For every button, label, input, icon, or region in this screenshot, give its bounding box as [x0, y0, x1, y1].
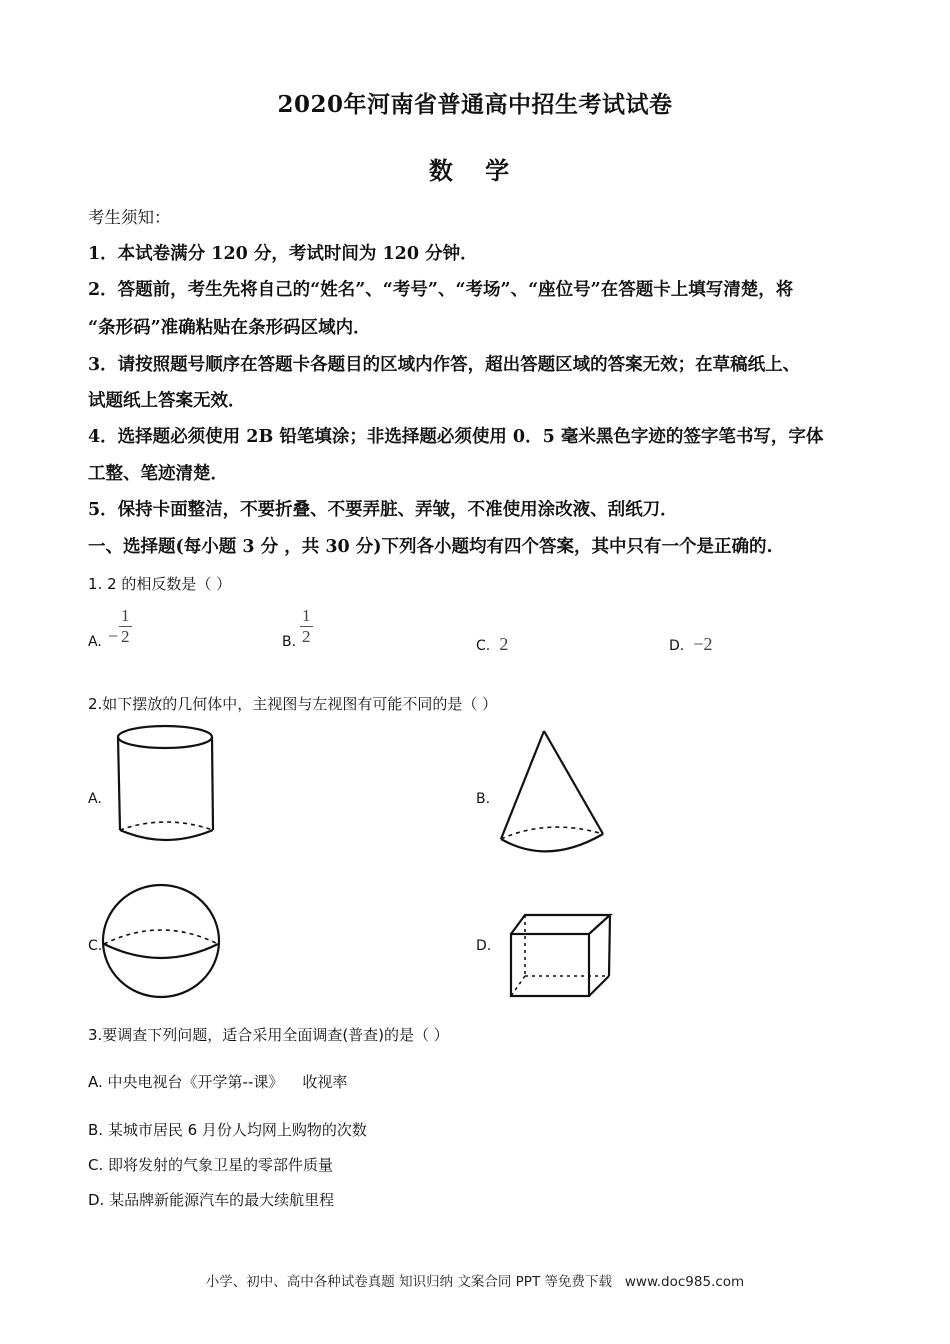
- cone-figure: [498, 728, 606, 856]
- cylinder-figure: [112, 722, 218, 852]
- page-footer: 小学、初中、高中各种试卷真题 知识归纳 文案合同 PPT 等免费下载 www.doc985.com: [205, 1274, 745, 1290]
- q3-option-d: D. 某品牌新能源汽车的最大续航里程: [88, 1191, 335, 1209]
- notice-heading: 考生须知：: [88, 208, 171, 227]
- option-label: B.: [282, 634, 297, 650]
- option-label: A.: [88, 634, 102, 650]
- fraction-denominator: 2: [121, 627, 130, 646]
- option-value: 2: [499, 634, 509, 654]
- rectangular-prism-figure: [508, 912, 614, 1000]
- q1-option-c: [476, 634, 508, 655]
- q2-option-b-label: B.: [476, 791, 491, 807]
- notice-item: 试题纸上答案无效．: [88, 391, 246, 411]
- fraction: [300, 607, 313, 646]
- question-3-stem: 3.要调查下列问题，适合采用全面调查(普查)的是（ ）: [88, 1026, 449, 1044]
- question-1-stem: 1. 2 的相反数是（ ）: [88, 575, 232, 593]
- question-2-stem: 2.如下摆放的几何体中，主视图与左视图有可能不同的是（ ）: [88, 695, 498, 713]
- subject-title: 数 学: [428, 156, 522, 185]
- q2-option-c-label: C.: [88, 938, 103, 954]
- notice-item: 1．本试卷满分 120 分，考试时间为 120 分钟．: [88, 244, 478, 264]
- q3-option-a: A. 中央电视台《开学第--课》 收视率: [88, 1073, 348, 1091]
- option-value: −2: [693, 634, 713, 654]
- fraction-numerator: 1: [302, 606, 311, 625]
- section-heading: 一、选择题(每小题 3 分 ，共 30 分)下列各小题均有四个答案，其中只有一个是正确的.: [88, 537, 773, 557]
- option-label: D.: [669, 638, 685, 654]
- q3-option-b: B. 某城市居民 6 月份人均网上购物的次数: [88, 1121, 367, 1139]
- q1-option-d: [669, 634, 712, 655]
- q2-option-d-label: D.: [476, 938, 492, 954]
- notice-item: 工整、笔迹清楚．: [88, 464, 228, 484]
- notice-item: 4．选择题必须使用 2B 铅笔填涂；非选择题必须使用 0．5 毫米黑色字迹的签字笔书写，字体: [88, 427, 824, 447]
- fraction: [119, 607, 132, 646]
- minus-sign: −: [108, 626, 119, 646]
- q2-option-a-label: A.: [88, 791, 102, 807]
- notice-item: 3．请按照题号顺序在答题卡各题目的区域内作答，超出答题区域的答案无效；在草稿纸上、: [88, 355, 801, 375]
- sphere-figure: [100, 882, 222, 1002]
- fraction-numerator: 1: [121, 606, 130, 625]
- notice-item: 5．保持卡面整洁，不要折叠、不要弄脏、弄皱，不准使用涂改液、刮纸刀．: [88, 500, 678, 520]
- option-label: C.: [476, 638, 491, 654]
- q3-option-c: C. 即将发射的气象卫星的零部件质量: [88, 1156, 334, 1174]
- exam-title: 2020年河南省普通高中招生考试试卷: [277, 91, 673, 118]
- notice-item: 2．答题前，考生先将自己的“姓名”、“考号”、“考场”、“座位号”在答题卡上填写清楚，将: [88, 280, 794, 300]
- notice-item: “条形码”准确粘贴在条形码区域内．: [88, 318, 371, 338]
- fraction-denominator: 2: [302, 627, 311, 646]
